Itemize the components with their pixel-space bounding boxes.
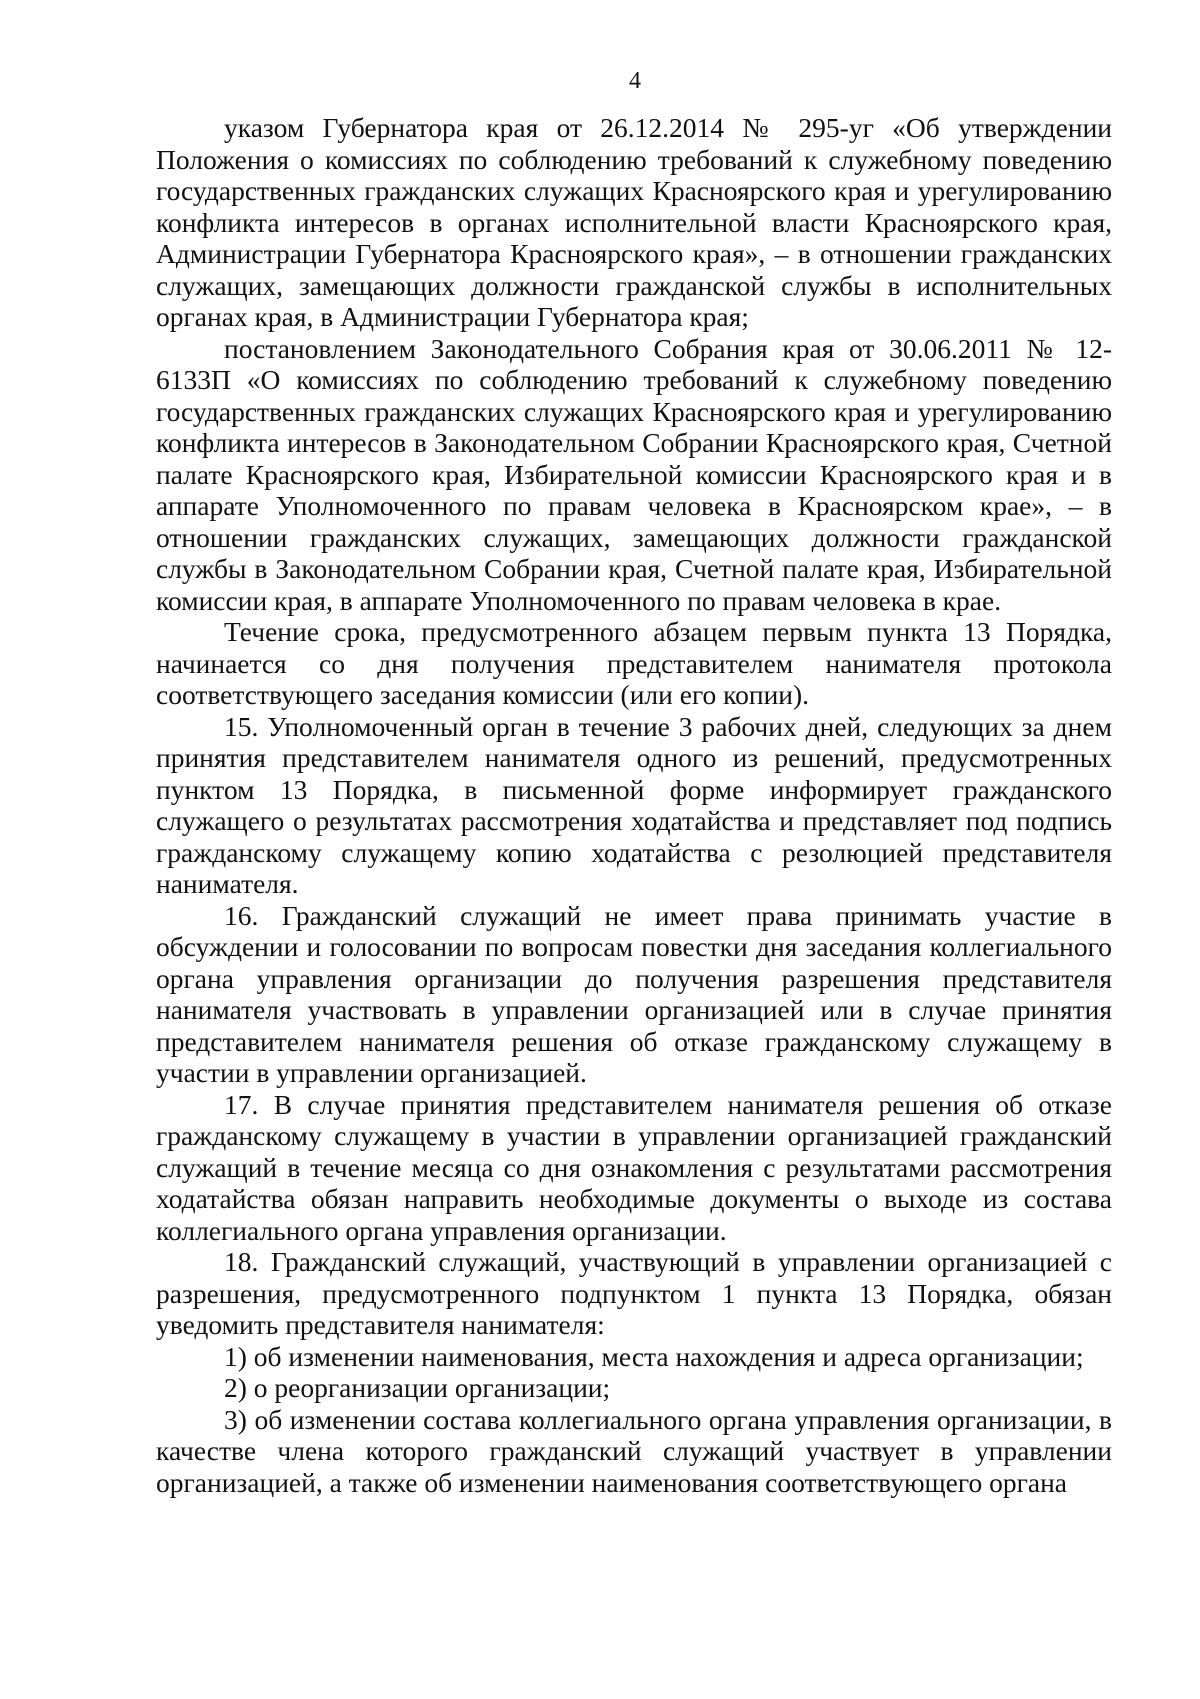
list-item-1: 1) об изменении наименования, места нахождения и адреса организации;: [224, 1340, 1084, 1372]
page-number: 4: [629, 68, 641, 94]
paragraph-resolution-assembly: постановлением Законодательного Собрания края от 30.06.2011 № 12-6133П «О комиссиях по соблюдению требований к служебному поведению государственных гражданских служащих Красноярского края и урегулированию конфликта интересов в Законодательном Собрании Красноярского края, Счетной палате Красноярского края, Избирательной комиссии Красноярского края и в аппарате Уполномоченного по правам человека в Красноярском крае», – в отношении гражданских служащих, замещающих должности гражданской службы в Законодательном Собрании края, Счетной палате края, Избирательной комиссии края, в аппарате Уполномоченного по правам человека в крае.: [156, 332, 1112, 616]
paragraph-decree-governor: указом Губернатора края от 26.12.2014 № 295-уг «Об утверждении Положения о комиссиях по соблюдению требований к служебному поведению государственных гражданских служащих Красноярского края и урегулированию конфликта интересов в органах исполнительной власти Красноярского края, Администрации Губернатора Красноярского края», – в отношении гражданских служащих, замещающих должности гражданской службы в исполнительных органах края, в Администрации Губернатора края;: [156, 112, 1112, 332]
list-item-3: 3) об изменении состава коллегиального органа управления организации, в качестве члена которого гражданский служащий участвует в управлении организацией, а также об изменении наименования соответствующего органа: [156, 1403, 1112, 1498]
list-item-2: 2) о реорганизации организации;: [224, 1372, 611, 1403]
paragraph-item-15: 15. Уполномоченный орган в течение 3 рабочих дней, следующих за днем принятия представителем нанимателя одного из решений, предусмотренных пунктом 13 Порядка, в письменной форме информирует гражданского служащего о результатах рассмотрения ходатайства и представляет под подпись гражданскому служащему копию ходатайства с резолюцией представителя нанимателя.: [156, 710, 1112, 899]
paragraph-item-16: 16. Гражданский служащий не имеет права принимать участие в обсуждении и голосовании по вопросам повестки дня заседания коллегиального органа управления организации до получения разрешения представителя нанимателя участвовать в управлении организацией или в случае принятия представителем нанимателя решения об отказе гражданскому служащему в участии в управлении организацией.: [156, 899, 1112, 1088]
paragraph-item-18: 18. Гражданский служащий, участвующий в управлении организацией с разрешения, предусмотренного подпунктом 1 пункта 13 Порядка, обязан уведомить представителя нанимателя:: [156, 1246, 1112, 1340]
document-body: [156, 112, 1112, 1498]
paragraph-item-17: 17. В случае принятия представителем нанимателя решения об отказе гражданскому служащему в участии в управлении организацией гражданский служащий в течение месяца со дня ознакомления с результатами рассмотрения ходатайства обязан направить необходимые документы о выходе из состава коллегиального органа управления организации.: [156, 1088, 1112, 1246]
paragraph-term-start: Течение срока, предусмотренного абзацем первым пункта 13 Порядка, начинается со дня получения представителем нанимателя протокола соответствующего заседания комиссии (или его копии).: [156, 616, 1112, 710]
